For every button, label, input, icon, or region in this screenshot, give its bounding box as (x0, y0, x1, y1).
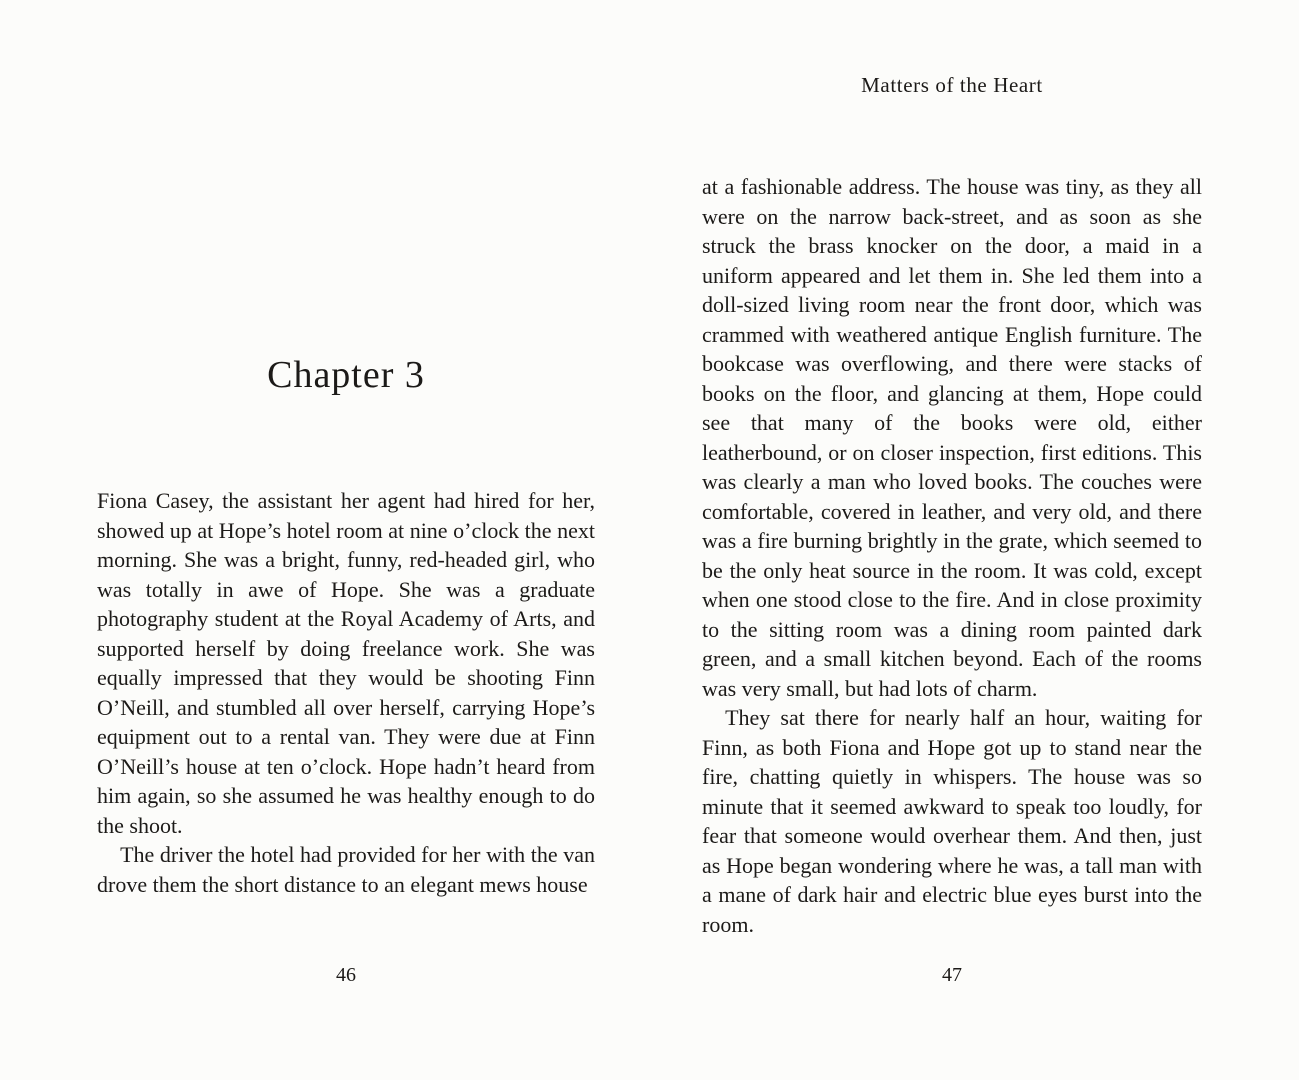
left-page-text (97, 486, 595, 899)
right-page-number: 47 (942, 964, 962, 986)
paragraph: The driver the hotel had provided for her with the van drove them the short distance to an elegant mews house (97, 842, 595, 897)
chapter-title: Chapter 3 (267, 354, 425, 396)
left-page-number: 46 (336, 964, 356, 986)
paragraph: at a fashionable address. The house was tiny, as they all were on the narrow back-street, and as soon as she struck the brass knocker on the door, a maid in a uniform appeared and let them in. She led them into a doll-sized living room near the front door, which was crammed with weathered antique English furniture. The bookcase was overflowing, and there were stacks of books on the floor, and glancing at them, Hope could see that many of the books were old, either leatherbound, or on closer inspection, first editions. This was clearly a man who loved books. The couches were comfortable, covered in leather, and very old, and there was a fire burning brightly in the grate, which seemed to be the only heat source in the room. It was cold, except when one stood close to the fire. And in close proximity to the sitting room was a dining room painted dark green, and a small kitchen beyond. Each of the rooms was very small, but had lots of charm. (702, 174, 1202, 701)
paragraph: Fiona Casey, the assistant her agent had hired for her, showed up at Hope’s hotel room at nine o’clock the next morning. She was a bright, funny, red-headed girl, who was totally in awe of Hope. She was a graduate photography student at the Royal Academy of Arts, and supported herself by doing freelance work. She was equally impressed that they would be shooting Finn O’Neill, and stumbled all over herself, carrying Hope’s equipment out to a rental van. They were due at Finn O’Neill’s house at ten o’clock. Hope hadn’t heard from him again, so she assumed he was healthy enough to do the shoot. (97, 488, 595, 838)
left-page (97, 0, 595, 1080)
running-header: Matters of the Heart (861, 73, 1043, 97)
right-page-text (702, 172, 1202, 939)
paragraph: They sat there for nearly half an hour, waiting for Finn, as both Fiona and Hope got up to stand near the fire, chatting quietly in whispers. The house was so minute that it seemed awkward to speak too loudly, for fear that someone would overhear them. And then, just as Hope began wondering where he was, a tall man with a mane of dark hair and electric blue eyes burst into the room. (702, 705, 1202, 937)
right-page (702, 0, 1202, 1080)
